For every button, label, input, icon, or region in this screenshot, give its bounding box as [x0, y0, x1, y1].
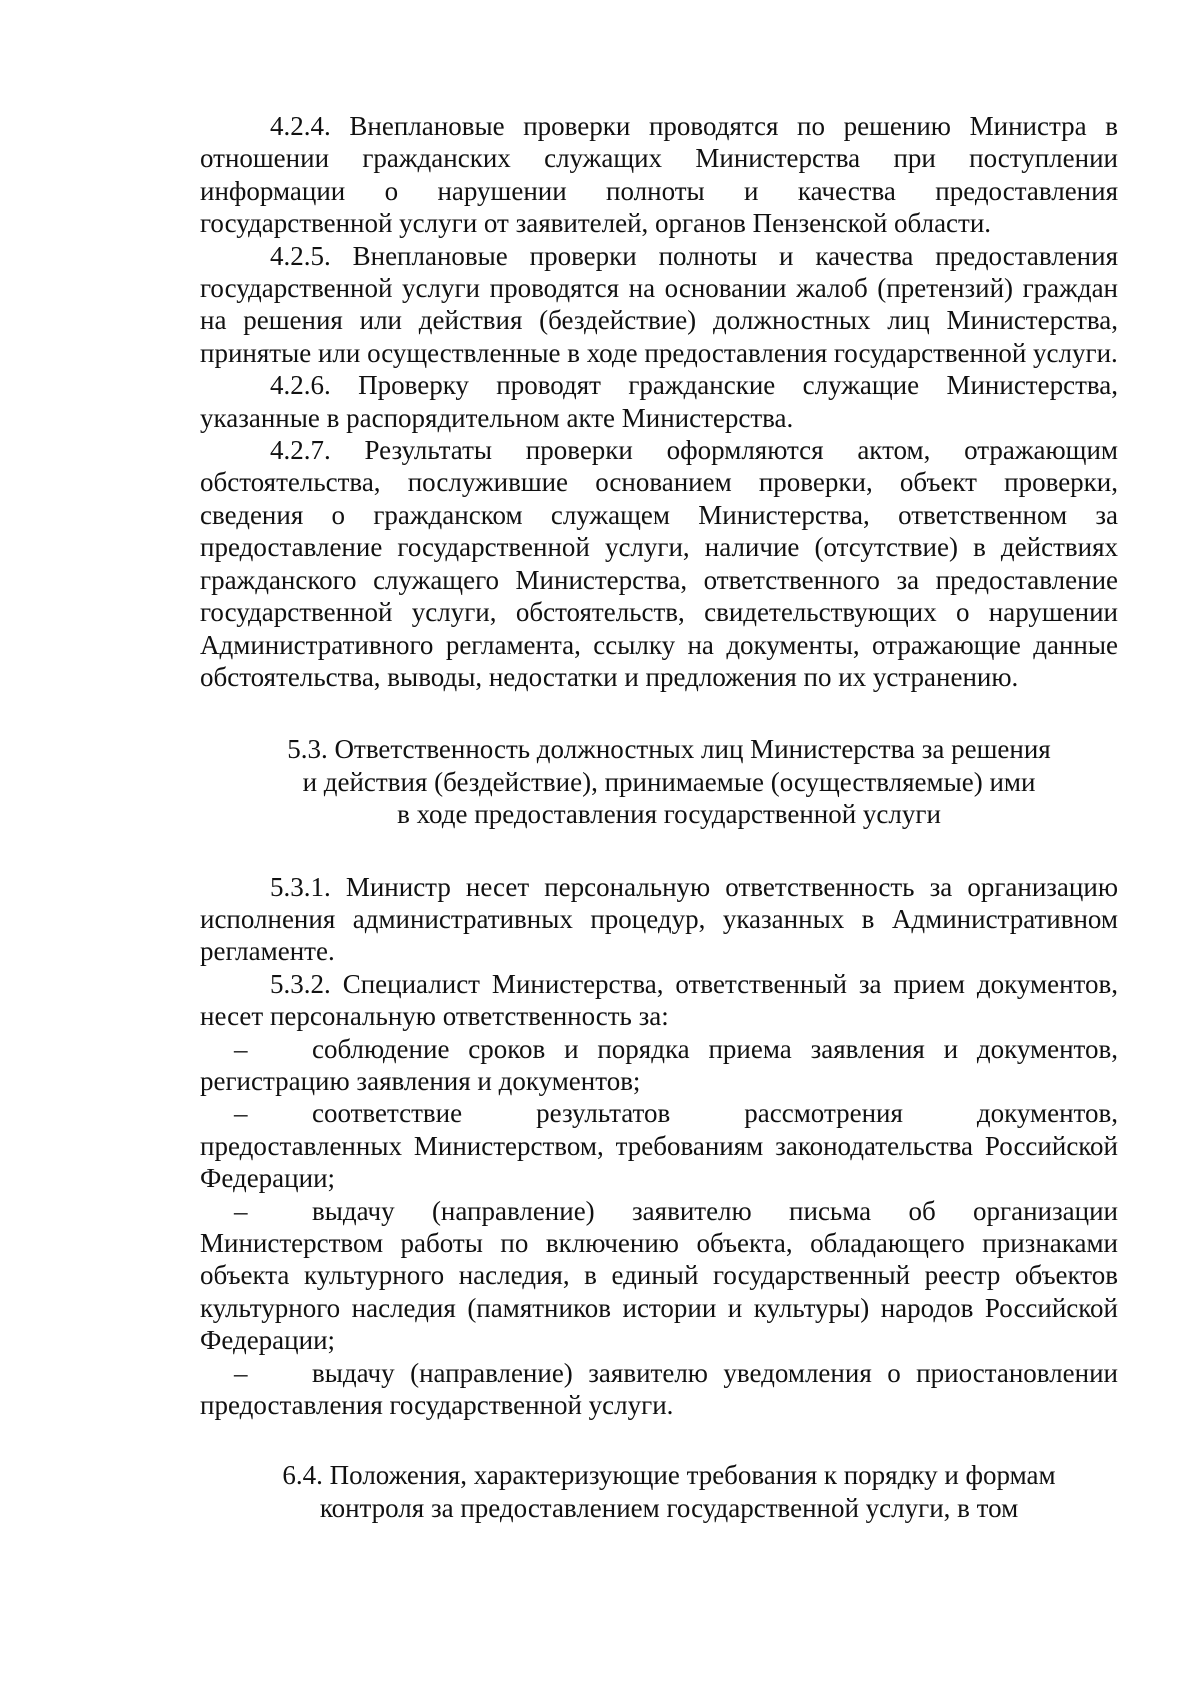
heading-line: 6.4. Положения, характеризующие требования к порядку и формам [282, 1460, 1056, 1491]
heading-line: и действия (бездействие), принимаемые (осуществляемые) ими [302, 766, 1036, 797]
dash-marker: – [234, 1357, 248, 1388]
section-heading-6-4 [200, 1459, 1118, 1524]
dash-marker: – [234, 1098, 248, 1129]
list-item [200, 1195, 1118, 1357]
heading-line: контроля за предоставлением государственной услуги, в том [319, 1492, 1019, 1523]
list-item-text: выдачу (направление) заявителю уведомления о приостановлении предоставления государственной услуги. [200, 1357, 1118, 1421]
list-item-text: выдачу (направление) заявителю письма об организации Министерством работы по включению объекта, обладающего признаками объекта культурного наследия, в единый государственный реестр объектов культурного наследия (памятников истории и культуры) народов Российской Федерации; [200, 1195, 1118, 1356]
list-item-text: соответствие результатов рассмотрения документов, предоставленных Министерством, требованиям законодательства Российской Федерации; [200, 1098, 1118, 1194]
paragraph-4-2-6: 4.2.6. Проверку проводят гражданские служащие Министерства, указанные в распорядительном акте Министерства. [200, 370, 1118, 433]
heading-line: в ходе предоставления государственной услуги [397, 799, 941, 830]
paragraph-4-2-5: 4.2.5. Внеплановые проверки полноты и качества предоставления государственной услуги проводятся на основании жалоб (претензий) граждан на решения или действия (бездействие) должностных лиц Министерства, принятые или осуществленные в ходе предоставления государственной услуги. [200, 240, 1118, 368]
list-item [200, 1097, 1118, 1194]
section-heading-5-3 [200, 733, 1118, 830]
dash-marker: – [234, 1195, 248, 1226]
list-item [200, 1357, 1118, 1422]
paragraph-5-3-2: 5.3.2. Специалист Министерства, ответственный за прием документов, несет персональную ответственность за: [200, 968, 1118, 1032]
list-item-text: соблюдение сроков и порядка приема заявления и документов, регистрацию заявления и документов; [200, 1033, 1118, 1096]
paragraph-5-3-1: 5.3.1. Министр несет персональную ответственность за организацию исполнения административных процедур, указанных в Административном регламенте. [200, 871, 1118, 967]
dash-marker: – [234, 1033, 248, 1064]
list-item [200, 1033, 1118, 1098]
paragraph-4-2-7: 4.2.7. Результаты проверки оформляются актом, отражающим обстоятельства, послужившие основанием проверки, объект проверки, сведения о гражданском служащем Министерства, ответственном за предоставление государственной услуги, наличие (отсутствие) в действиях гражданского служащего Министерства, ответственного за предоставление государственной услуги, обстоятельств, свидетельствующих о нарушении Административного регламента, ссылку на документы, отражающие данные обстоятельства, выводы, недостатки и предложения по их устранению. [200, 435, 1118, 692]
heading-line: 5.3. Ответственность должностных лиц Министерства за решения [287, 734, 1051, 765]
paragraph-4-2-4: 4.2.4. Внеплановые проверки проводятся по решению Министра в отношении гражданских служащих Министерства при поступлении информации о нарушении полноты и качества предоставления государственной услуги от заявителей, органов Пензенской области. [200, 111, 1118, 239]
